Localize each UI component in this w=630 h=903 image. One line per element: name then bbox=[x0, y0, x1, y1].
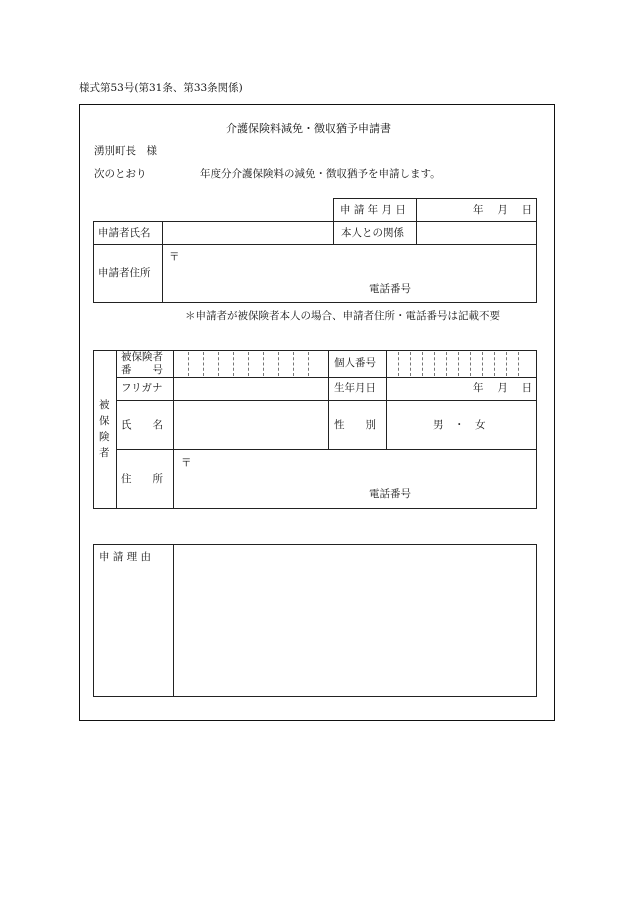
birthdate-label: 生年月日 bbox=[334, 382, 376, 394]
furigana-label: フリガナ bbox=[121, 382, 163, 394]
insured-section-char-3: 険 bbox=[99, 431, 110, 443]
insured-name-field[interactable] bbox=[174, 401, 328, 449]
furigana-field[interactable] bbox=[174, 378, 328, 400]
application-date-field[interactable]: 年 月 日 bbox=[473, 204, 533, 216]
applicant-address-label: 申請者住所 bbox=[98, 267, 151, 279]
individual-number-field[interactable] bbox=[387, 351, 536, 377]
applicant-name-field[interactable] bbox=[163, 222, 332, 244]
insured-address-label: 住 所 bbox=[121, 473, 163, 485]
insured-number-field[interactable] bbox=[174, 351, 328, 377]
reason-label: 申 請 理 由 bbox=[99, 551, 152, 563]
insured-postal-mark: 〒 bbox=[181, 457, 192, 469]
intro-body: 年度分介護保険料の減免・徴収猶予を申請します。 bbox=[200, 168, 441, 180]
insured-number-label-line2: 番 号 bbox=[121, 364, 163, 376]
relation-label: 本人との関係 bbox=[341, 227, 404, 239]
form-number: 様式第53号(第31条、第33条関係) bbox=[79, 82, 243, 94]
relation-field[interactable] bbox=[417, 222, 536, 244]
insured-section-char-1: 被 bbox=[99, 399, 110, 411]
insured-section-char-4: 者 bbox=[99, 447, 110, 459]
form-title: 介護保険料減免・徴収猶予申請書 bbox=[226, 122, 391, 135]
gender-options[interactable]: 男 ・ 女 bbox=[433, 419, 486, 431]
individual-number-label: 個人番号 bbox=[334, 357, 376, 369]
insured-section-char-2: 保 bbox=[99, 415, 110, 427]
insured-phone-label: 電話番号 bbox=[369, 488, 411, 500]
note-text: ＊申請者が被保険者本人の場合、申請者住所・電話番号は記載不要 bbox=[185, 310, 500, 322]
applicant-address-field[interactable] bbox=[163, 245, 536, 302]
birthdate-field[interactable]: 年 月 日 bbox=[473, 382, 533, 394]
intro-prefix: 次のとおり bbox=[94, 168, 147, 180]
insured-name-label: 氏 名 bbox=[121, 419, 163, 431]
gender-label: 性 別 bbox=[334, 419, 376, 431]
insured-number-label-line1: 被保険者 bbox=[121, 351, 163, 363]
addressee: 湧別町長 様 bbox=[94, 145, 157, 157]
reason-field[interactable] bbox=[174, 545, 536, 696]
application-date-label: 申 請 年 月 日 bbox=[340, 204, 406, 216]
applicant-phone-label: 電話番号 bbox=[369, 283, 411, 295]
applicant-name-label: 申請者氏名 bbox=[98, 227, 151, 239]
postal-mark: 〒 bbox=[169, 251, 180, 263]
insured-address-field[interactable] bbox=[174, 450, 536, 508]
